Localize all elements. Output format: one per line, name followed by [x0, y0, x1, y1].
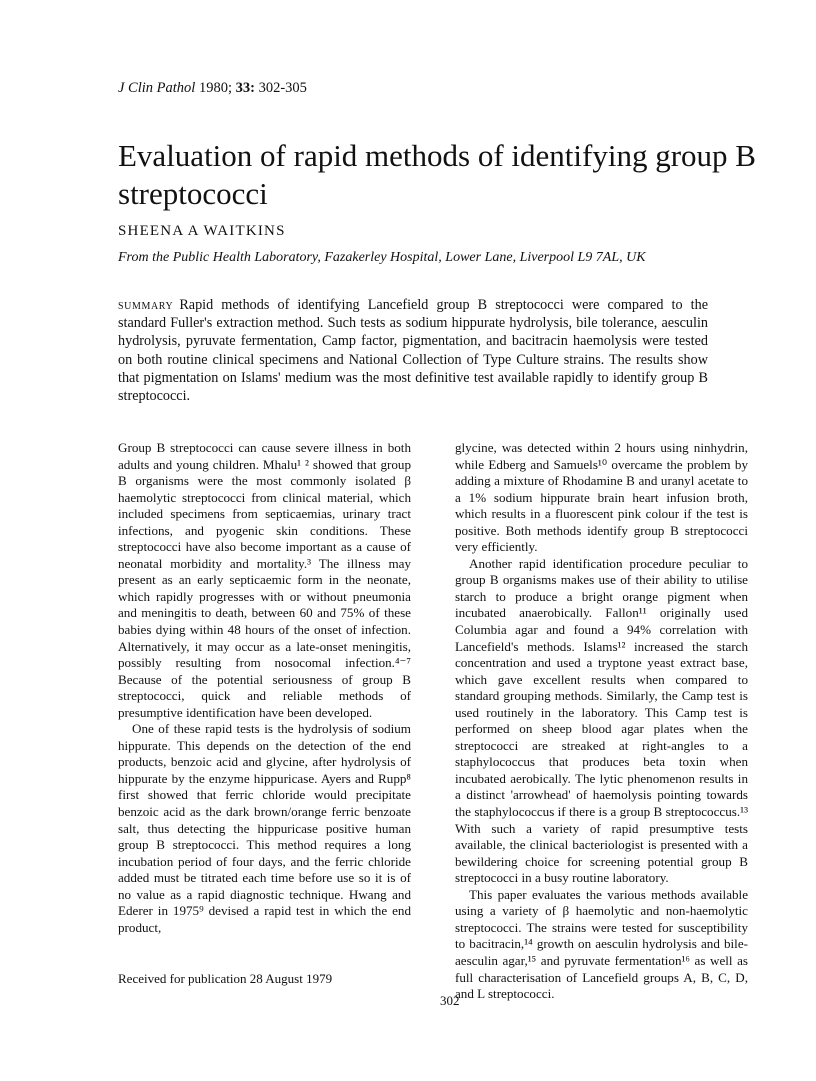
summary-label: summary [118, 297, 174, 313]
body-paragraph: Group B streptococci can cause severe illness in both adults and young children. Mhalu¹ ² showed that group B organisms were the most commonly isolated β haemolytic streptococci from clinical material, which included specimens from septicaemias, urinary tract infections, and pyogenic skin conditions. These streptococci have also become important as a cause of neonatal morbidity and mortality.³ The illness may present as an early septicaemic form in the neonate, which rapidly progresses with or without pneumonia and meningitis to death, between 60 and 75% of these babies dying within 48 hours of the onset of infection. Alternatively, it may occur as a late-onset meningitis, possibly resulting from nosocomal infection.⁴⁻⁷ Because of the potential seriousness of group B streptococci, quick and reliable methods of presumptive identification have been developed. [118, 440, 411, 720]
journal-year: 1980; [198, 80, 232, 96]
summary-text: Rapid methods of identifying Lancefield group B streptococci were compared to the standard Fuller's extraction method. Such tests as sodium hippurate hydrolysis, bile tolerance, aesculin hydrolysis, pyruvate fermentation, Camp factor, pigmentation, and bacitracin haemolysis were tested on both routine clinical specimens and National Collection of Type Culture strains. The results show that pigmentation on Islams' medium was the most definitive test available rapidly to identify group B streptococci. [118, 297, 708, 405]
page-number: 302 [440, 993, 460, 1008]
body-paragraph: One of these rapid tests is the hydrolysis of sodium hippurate. This depends on the detection of the end products, benzoic acid and glycine, after hydrolysis of hippurate by the enzyme hippuricase. Ayers and Rupp⁸ first showed that ferric chloride would precipitate benzoic acid as the dark brown/orange ferric benzoate salt, thus detecting the hippuricase positive human group B streptococci. This method requires a long incubation period of four days, and the ferric chloride added must be titrated each time before use so it is of no value as a rapid diagnostic technique. Hwang and Ederer in 1975⁹ devised a rapid test in which the end product, [118, 721, 411, 935]
journal-citation [118, 80, 307, 97]
author-name: SHEENA A WAITKINS [118, 223, 286, 239]
journal-volume: 33: [235, 80, 255, 96]
body-paragraph: This paper evaluates the various methods available using a variety of β haemolytic and non-haemolytic streptococci. The strains were tested for susceptibility to bacitracin,¹⁴ growth on aesculin hydrolysis and bile-aesculin agar,¹⁵ and pyruvate fermentation¹⁶ as well as full characterisation of Lancefield groups A, B, C, D, and L streptococci. [455, 886, 748, 1002]
body-paragraph: Another rapid identification procedure peculiar to group B organisms makes use of their ability to utilise starch to produce a bright orange pigment when incubated anaerobically. Fallon¹¹ originally used Columbia agar and found a 94% correlation with Lancefield's methods. Islams¹² increased the starch concentration and used a tryptone yeast extract base, which gave excellent results when compared to standard grouping methods. Similarly, the Camp test is used routinely in the laboratory. This Camp test is performed on sheep blood agar plates when the streptococci are streaked at right-angles to a staphylococcus that produces beta toxin when incubated aerobically. The lytic phenomenon results in a distinct 'arrowhead' of haemolysis pointing towards the staphylococcus if there is a group B streptococcus.¹³ With such a variety of rapid presumptive tests available, the clinical bacteriologist is presented with a bewildering choice for screening potential group B streptococci in a busy routine laboratory. [455, 555, 748, 886]
summary-block [118, 296, 708, 405]
author-affiliation: From the Public Health Laboratory, Fazakerley Hospital, Lower Lane, Liverpool L9 7AL, UK [118, 250, 646, 265]
journal-pages: 302-305 [258, 80, 307, 96]
body-column-left [118, 440, 411, 936]
journal-name: J Clin Pathol [118, 80, 196, 96]
article-title: Evaluation of rapid methods of identifying group B streptococci [118, 138, 756, 211]
received-note: Received for publication 28 August 1979 [118, 971, 333, 986]
body-column-right [455, 440, 748, 1003]
body-paragraph: glycine, was detected within 2 hours using ninhydrin, while Edberg and Samuels¹⁰ overcame the problem by adding a mixture of Rhodamine B and uranyl acetate to a 1% sodium hippurate brain heart infusion broth, which results in a fluorescent pink colour if the test is positive. Both methods identify group B streptococci very efficiently. [455, 440, 748, 555]
